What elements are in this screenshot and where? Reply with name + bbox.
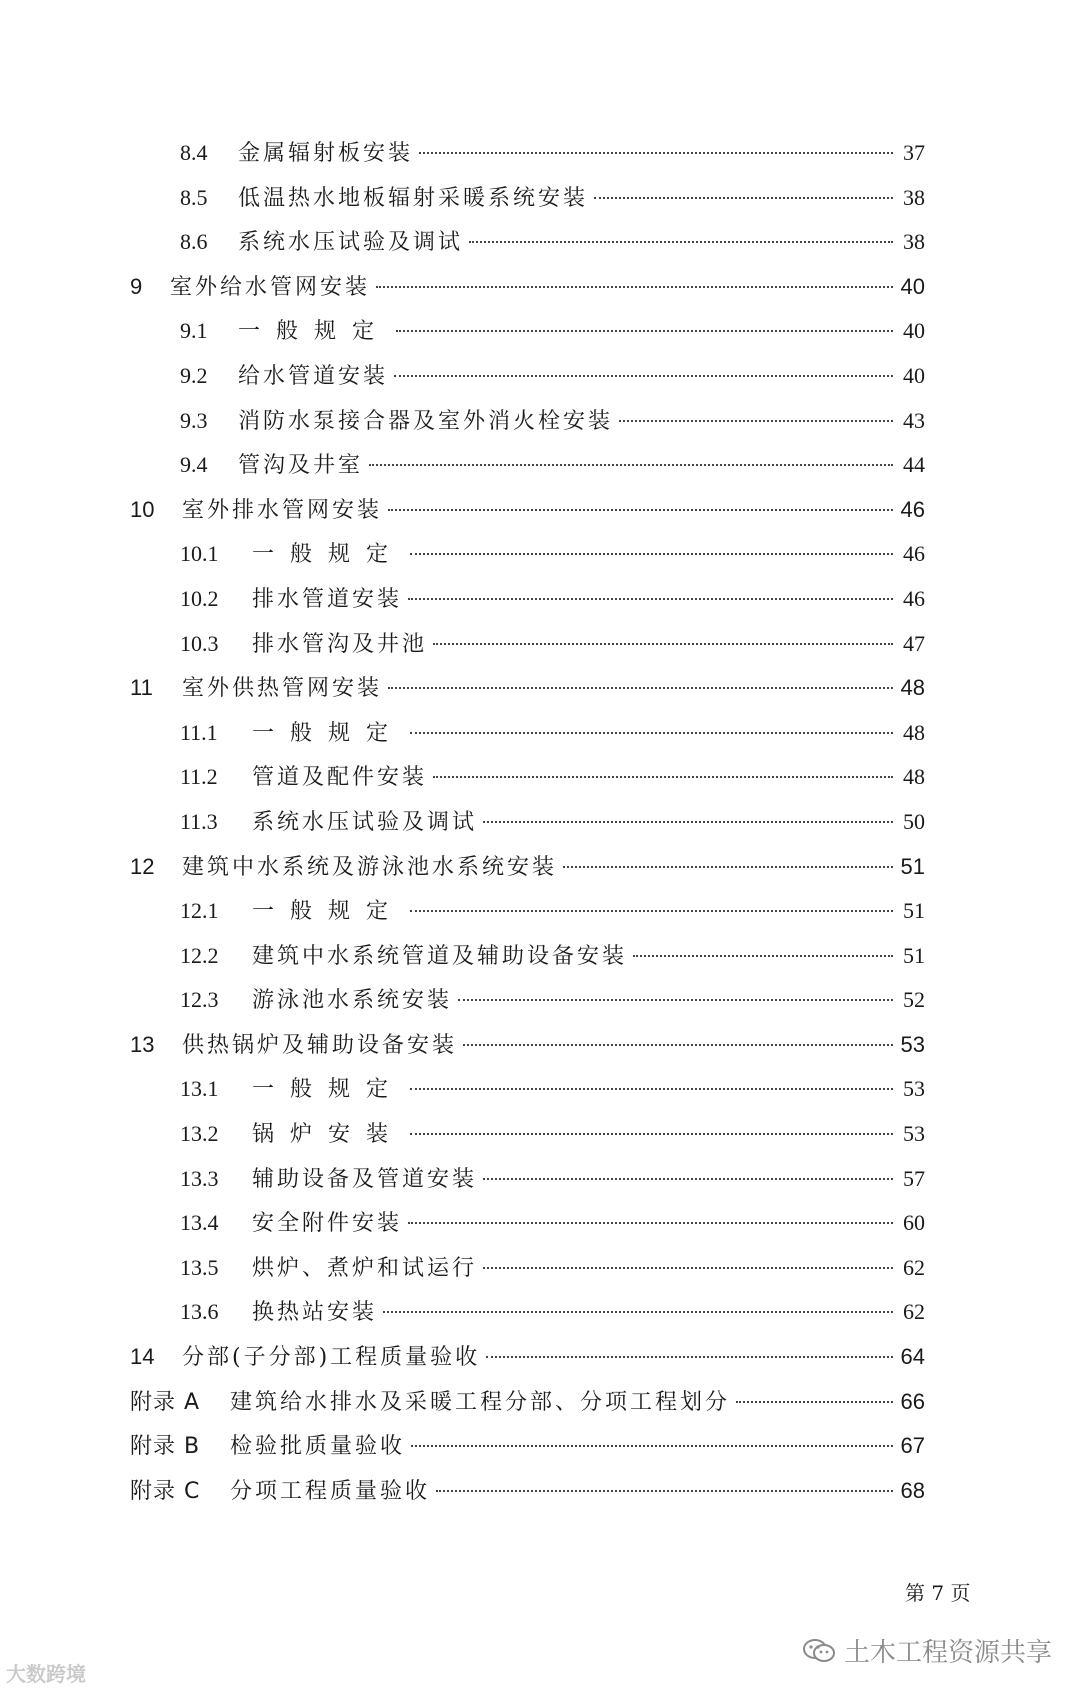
toc-entry-number: 13.5: [180, 1254, 219, 1280]
toc-entry-page: 66: [900, 1388, 925, 1414]
toc-entry-page: 62: [903, 1299, 925, 1325]
toc-entry-number: 9.4: [180, 452, 208, 478]
toc-entry-number: 附录 A: [130, 1389, 201, 1415]
toc-dot-leader: [483, 821, 893, 823]
toc-entry-number: 13: [130, 1031, 155, 1057]
toc-entry-title: 换热站安装: [252, 1300, 378, 1326]
toc-entry-title: 建筑中水系统管道及辅助设备安装: [252, 943, 628, 969]
toc-entry-page: 48: [903, 764, 925, 790]
toc-entry-title: 系统水压试验及调试: [238, 230, 464, 256]
toc-entry-page: 57: [903, 1165, 925, 1191]
toc-dot-leader: [396, 330, 893, 332]
toc-entry-page: 46: [900, 496, 925, 522]
toc-entry-title: 一般规定: [252, 899, 405, 925]
toc-entry-page: 47: [903, 630, 925, 656]
toc-dot-leader: [563, 866, 893, 868]
toc-dot-leader: [410, 732, 893, 734]
toc-entry-number: 13.2: [180, 1121, 219, 1147]
toc-dot-leader: [410, 1133, 893, 1135]
toc-entry[interactable]: [130, 359, 925, 404]
toc-entry[interactable]: [130, 1340, 925, 1385]
toc-dot-leader: [376, 286, 893, 288]
toc-dot-leader: [594, 197, 893, 199]
toc-entry[interactable]: [130, 404, 925, 449]
toc-entry-page: 40: [903, 318, 925, 344]
toc-entry[interactable]: [130, 983, 925, 1028]
toc-entry-number: 11.2: [180, 764, 218, 790]
toc-entry-title: 游泳池水系统安装: [252, 988, 453, 1014]
toc-dot-leader: [458, 999, 893, 1001]
toc-entry[interactable]: [130, 582, 925, 627]
toc-entry-number: 13.4: [180, 1210, 219, 1236]
toc-entry-title: 消防水泵接合器及室外消火栓安装: [238, 408, 614, 434]
toc-entry-title: 建筑中水系统及游泳池水系统安装: [182, 854, 558, 880]
toc-entry[interactable]: [130, 939, 925, 984]
toc-entry-number: 11: [130, 675, 153, 701]
toc-dot-leader: [410, 910, 893, 912]
toc-entry-page: 44: [903, 452, 925, 478]
toc-entry-title: 室外排水管网安装: [182, 497, 383, 523]
toc-entry-title: 管道及配件安装: [252, 765, 428, 791]
toc-entry-page: 50: [903, 808, 925, 834]
toc-entry-number: 10.3: [180, 630, 219, 656]
toc-entry-page: 46: [903, 585, 925, 611]
toc-entry[interactable]: [130, 493, 925, 538]
toc-entry-page: 64: [900, 1344, 925, 1370]
toc-dot-leader: [483, 1178, 893, 1180]
toc-dot-leader: [411, 1445, 893, 1447]
toc-entry[interactable]: [130, 716, 925, 761]
watermark-left: 大数跨境: [6, 1662, 86, 1686]
toc-entry-page: 43: [903, 407, 925, 433]
toc-entry-number: 8.4: [180, 140, 208, 165]
toc-entry[interactable]: [130, 181, 925, 226]
toc-dot-leader: [433, 643, 893, 645]
toc-dot-leader: [408, 1222, 893, 1224]
toc-dot-leader: [408, 598, 893, 600]
toc-entry-page: 67: [900, 1433, 925, 1459]
table-of-contents: [130, 136, 925, 1518]
toc-entry-title: 系统水压试验及调试: [252, 809, 478, 835]
toc-entry[interactable]: [130, 805, 925, 850]
toc-dot-leader: [410, 553, 893, 555]
toc-entry-number: 10.1: [180, 541, 219, 567]
toc-dot-leader: [483, 1267, 893, 1269]
toc-entry-title: 供热锅炉及辅助设备安装: [182, 1032, 458, 1058]
toc-entry[interactable]: [130, 1474, 925, 1519]
toc-entry[interactable]: [130, 760, 925, 805]
toc-entry-page: 37: [903, 140, 925, 165]
toc-entry-page: 40: [903, 362, 925, 388]
toc-entry-number: 9.1: [180, 318, 208, 344]
toc-entry[interactable]: [130, 627, 925, 672]
toc-entry-page: 53: [903, 1121, 925, 1147]
watermark-right: [802, 1632, 1052, 1669]
toc-entry-title: 分项工程质量验收: [230, 1478, 431, 1504]
toc-dot-leader: [410, 1088, 893, 1090]
toc-dot-leader: [369, 464, 893, 466]
toc-entry[interactable]: [130, 1251, 925, 1296]
toc-entry-number: 12.1: [180, 898, 219, 924]
toc-entry-page: 48: [900, 675, 925, 701]
toc-dot-leader: [619, 420, 893, 422]
toc-entry-number: 12: [130, 853, 155, 879]
toc-entry-number: 14: [130, 1344, 155, 1370]
toc-entry-number: 13.6: [180, 1299, 219, 1325]
toc-entry-title: 辅助设备及管道安装: [252, 1166, 478, 1192]
toc-entry-title: 分部(子分部)工程质量验收: [182, 1345, 481, 1371]
toc-entry-number: 10: [130, 496, 155, 522]
toc-entry[interactable]: [130, 136, 925, 181]
toc-entry[interactable]: [130, 1117, 925, 1162]
toc-entry[interactable]: [130, 448, 925, 493]
toc-entry[interactable]: [130, 850, 925, 895]
toc-entry-number: 13.3: [180, 1165, 219, 1191]
toc-entry[interactable]: [130, 1206, 925, 1251]
toc-entry-number: 11.1: [180, 719, 218, 745]
toc-dot-leader: [383, 1311, 893, 1313]
toc-entry-title: 一般规定: [252, 1077, 405, 1103]
toc-entry-page: 53: [903, 1076, 925, 1102]
toc-entry-title: 一般规定: [252, 720, 405, 746]
toc-entry-title: 给水管道安装: [238, 363, 389, 389]
toc-dot-leader: [419, 152, 893, 154]
toc-entry-number: 8.6: [180, 229, 208, 255]
toc-entry[interactable]: [130, 1162, 925, 1207]
toc-entry-number: 10.2: [180, 585, 219, 611]
toc-entry-number: 12.3: [180, 987, 219, 1013]
toc-entry[interactable]: [130, 270, 925, 315]
toc-entry-title: 金属辐射板安装: [238, 141, 414, 166]
toc-dot-leader: [463, 1044, 893, 1046]
toc-entry[interactable]: [130, 894, 925, 939]
toc-dot-leader: [388, 687, 893, 689]
toc-entry-number: 9.2: [180, 362, 208, 388]
toc-entry-number: 8.5: [180, 184, 208, 210]
toc-entry[interactable]: [130, 671, 925, 716]
watermark-right-text: 土木工程资源共享: [843, 1638, 1052, 1668]
toc-entry-title: 检验批质量验收: [230, 1434, 406, 1460]
toc-entry[interactable]: [130, 225, 925, 270]
toc-dot-leader: [486, 1356, 893, 1358]
toc-entry-page: 46: [903, 541, 925, 567]
toc-entry[interactable]: [130, 537, 925, 582]
toc-entry-number: 11.3: [180, 808, 218, 834]
toc-entry-number: 13.1: [180, 1076, 219, 1102]
page-number: 第 7 页: [905, 1581, 971, 1605]
toc-entry[interactable]: [130, 1028, 925, 1073]
toc-entry-page: 53: [900, 1031, 925, 1057]
toc-entry-page: 40: [900, 273, 925, 299]
toc-entry-page: 51: [903, 898, 925, 924]
toc-dot-leader: [436, 1490, 893, 1492]
toc-entry-title: 室外给水管网安装: [170, 274, 371, 300]
toc-entry-number: 9: [130, 273, 143, 299]
toc-entry-page: 51: [903, 942, 925, 968]
toc-entry-page: 52: [903, 987, 925, 1013]
toc-dot-leader: [736, 1401, 893, 1403]
toc-entry-title: 建筑给水排水及采暖工程分部、分项工程划分: [230, 1389, 731, 1415]
toc-entry-title: 室外供热管网安装: [182, 676, 383, 702]
toc-dot-leader: [433, 776, 893, 778]
toc-entry[interactable]: [130, 1429, 925, 1474]
toc-entry-page: 68: [900, 1477, 925, 1503]
toc-dot-leader: [388, 509, 893, 511]
toc-entry-title: 管沟及井室: [238, 453, 364, 479]
toc-entry-title: 一般规定: [238, 319, 391, 345]
toc-entry-title: 排水管道安装: [252, 586, 403, 612]
toc-entry[interactable]: [130, 1385, 925, 1430]
toc-entry-page: 60: [903, 1210, 925, 1236]
toc-entry-title: 锅炉安装: [252, 1122, 405, 1148]
toc-entry-number: 12.2: [180, 942, 219, 968]
toc-dot-leader: [633, 955, 893, 957]
toc-entry-page: 62: [903, 1254, 925, 1280]
toc-entry-title: 低温热水地板辐射采暖系统安装: [238, 185, 589, 211]
toc-dot-leader: [394, 375, 893, 377]
toc-entry[interactable]: [130, 1072, 925, 1117]
toc-entry-page: 51: [900, 853, 925, 879]
toc-entry-number: 附录 C: [130, 1478, 201, 1504]
toc-entry-page: 48: [903, 719, 925, 745]
toc-entry[interactable]: [130, 1295, 925, 1340]
toc-entry-title: 一般规定: [252, 542, 405, 568]
toc-entry-title: 烘炉、煮炉和试运行: [252, 1255, 478, 1281]
toc-entry-title: 安全附件安装: [252, 1211, 403, 1237]
toc-entry-title: 排水管沟及井池: [252, 631, 428, 657]
wechat-icon: [802, 1637, 836, 1665]
toc-dot-leader: [469, 241, 893, 243]
toc-entry-number: 附录 B: [130, 1434, 201, 1460]
toc-entry-page: 38: [903, 184, 925, 210]
toc-entry-number: 9.3: [180, 407, 208, 433]
toc-entry[interactable]: [130, 314, 925, 359]
toc-entry-page: 38: [903, 229, 925, 255]
